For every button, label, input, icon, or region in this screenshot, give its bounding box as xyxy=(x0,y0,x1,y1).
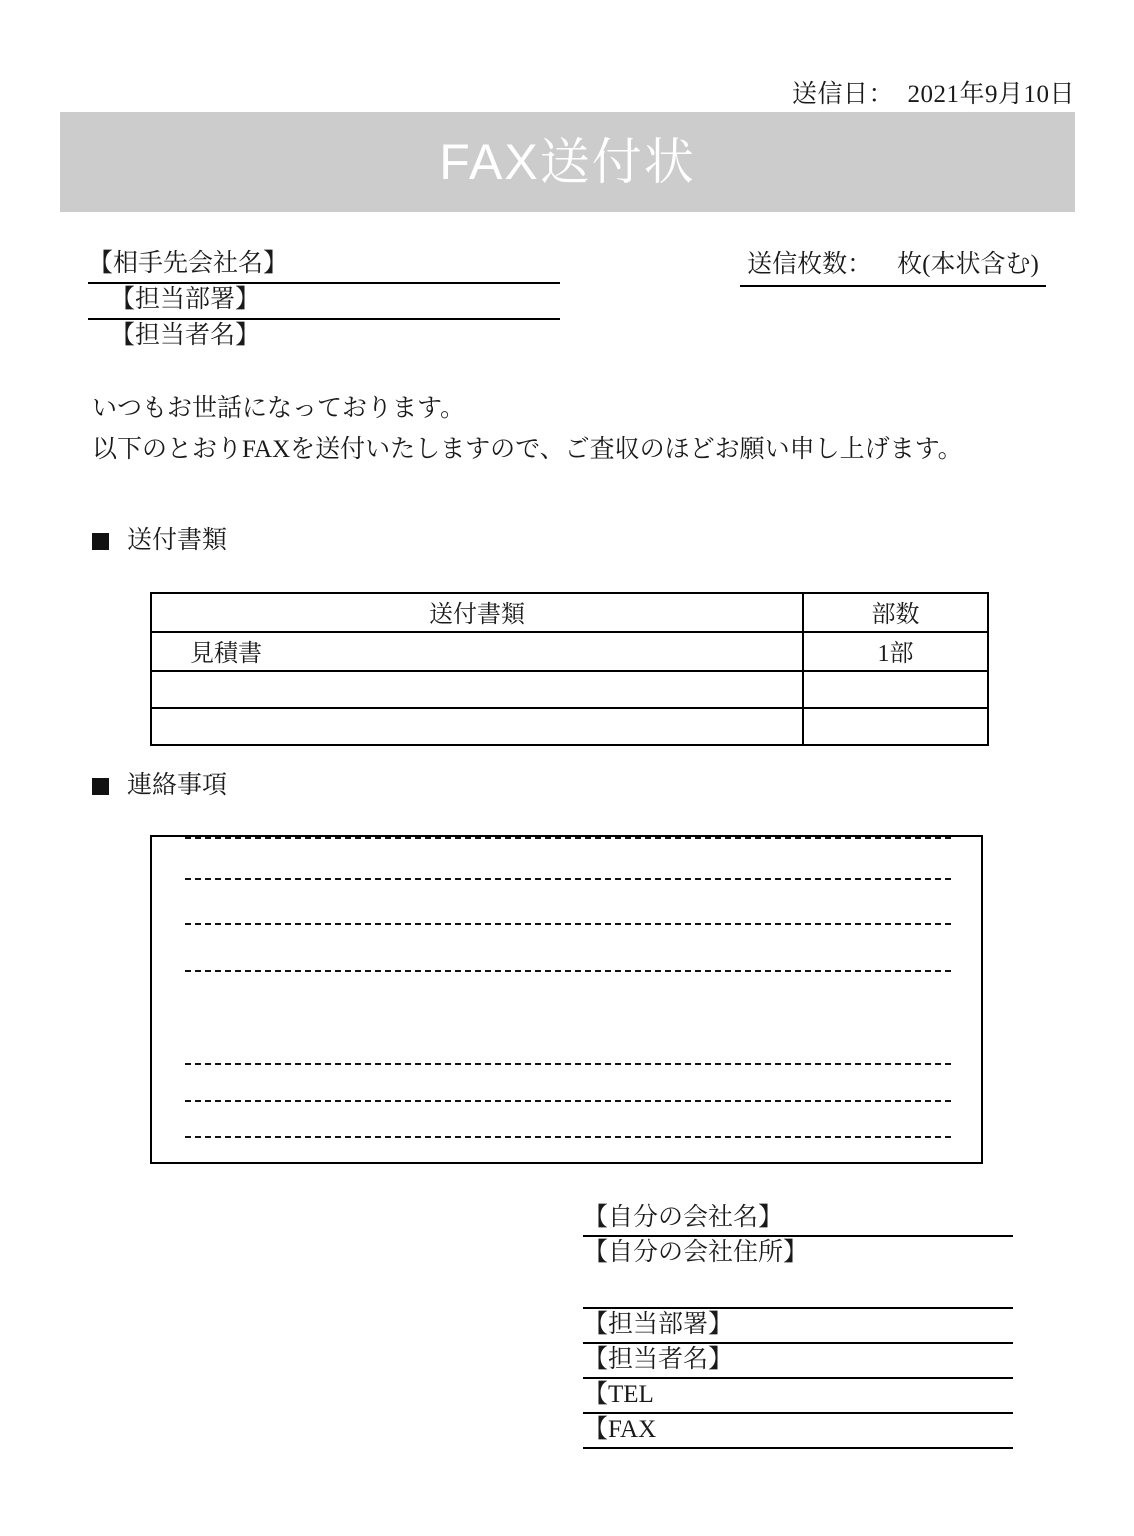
table-row[interactable] xyxy=(151,632,988,671)
notes-write-line[interactable] xyxy=(185,1136,951,1138)
document-name-cell[interactable]: 見積書 xyxy=(151,632,803,671)
document-qty-cell[interactable] xyxy=(803,671,988,708)
recipient-block xyxy=(88,248,560,356)
sender-address-field[interactable]: 【自分の会社住所】 xyxy=(583,1239,809,1266)
title-banner xyxy=(60,112,1075,212)
table-header-row xyxy=(151,593,988,632)
page-title: FAX送付状 xyxy=(439,134,696,190)
square-bullet-icon xyxy=(92,778,109,795)
greeting-paragraph xyxy=(92,388,992,470)
pages-sent-field[interactable]: 送信枚数： 枚(本状含む) xyxy=(740,248,1046,287)
table-row[interactable] xyxy=(151,671,988,708)
square-bullet-icon xyxy=(92,533,109,550)
recipient-person-field[interactable]: 【担当者名】 xyxy=(110,322,261,349)
sender-fax-field[interactable]: 【FAX xyxy=(583,1414,1013,1449)
document-qty-cell[interactable] xyxy=(803,708,988,745)
notes-write-line[interactable] xyxy=(185,923,951,925)
sender-department-field[interactable]: 【担当部署】 xyxy=(583,1309,1013,1344)
document-name-cell[interactable] xyxy=(151,708,803,745)
notes-write-line[interactable] xyxy=(185,1063,951,1065)
document-name-cell[interactable] xyxy=(151,671,803,708)
table-row[interactable] xyxy=(151,708,988,745)
recipient-department-field[interactable]: 【担当部署】 xyxy=(88,284,560,320)
sender-identity-block xyxy=(583,1202,1013,1272)
section-heading-documents-label: 送付書類 xyxy=(127,527,228,554)
section-heading-notes-label: 連絡事項 xyxy=(127,772,228,799)
notes-write-line[interactable] xyxy=(185,878,951,880)
notes-box[interactable] xyxy=(150,835,983,1164)
notes-write-line[interactable] xyxy=(185,970,951,972)
document-qty-cell[interactable]: 1部 xyxy=(803,632,988,671)
section-heading-documents xyxy=(92,526,227,556)
sender-company-field[interactable]: 【自分の会社名】 xyxy=(583,1202,1013,1237)
notes-write-line[interactable] xyxy=(185,837,951,839)
sender-tel-field[interactable]: 【TEL xyxy=(583,1379,1013,1414)
table-header-quantity: 部数 xyxy=(803,593,988,632)
greeting-line-2: 以下のとおりFAXを送付いたしますので、ご査収のほどお願い申し上げます。 xyxy=(92,436,963,463)
recipient-company-field[interactable]: 【相手先会社名】 xyxy=(88,248,560,284)
documents-table xyxy=(150,592,989,746)
table-header-document: 送付書類 xyxy=(151,593,803,632)
sender-contact-block xyxy=(583,1307,1013,1449)
greeting-line-1: いつもお世話になっております。 xyxy=(92,395,466,422)
section-heading-notes xyxy=(92,771,227,801)
sender-person-field[interactable]: 【担当者名】 xyxy=(583,1344,1013,1379)
notes-write-line[interactable] xyxy=(185,1100,951,1102)
send-date: 送信日： 2021年9月10日 xyxy=(791,81,1075,108)
